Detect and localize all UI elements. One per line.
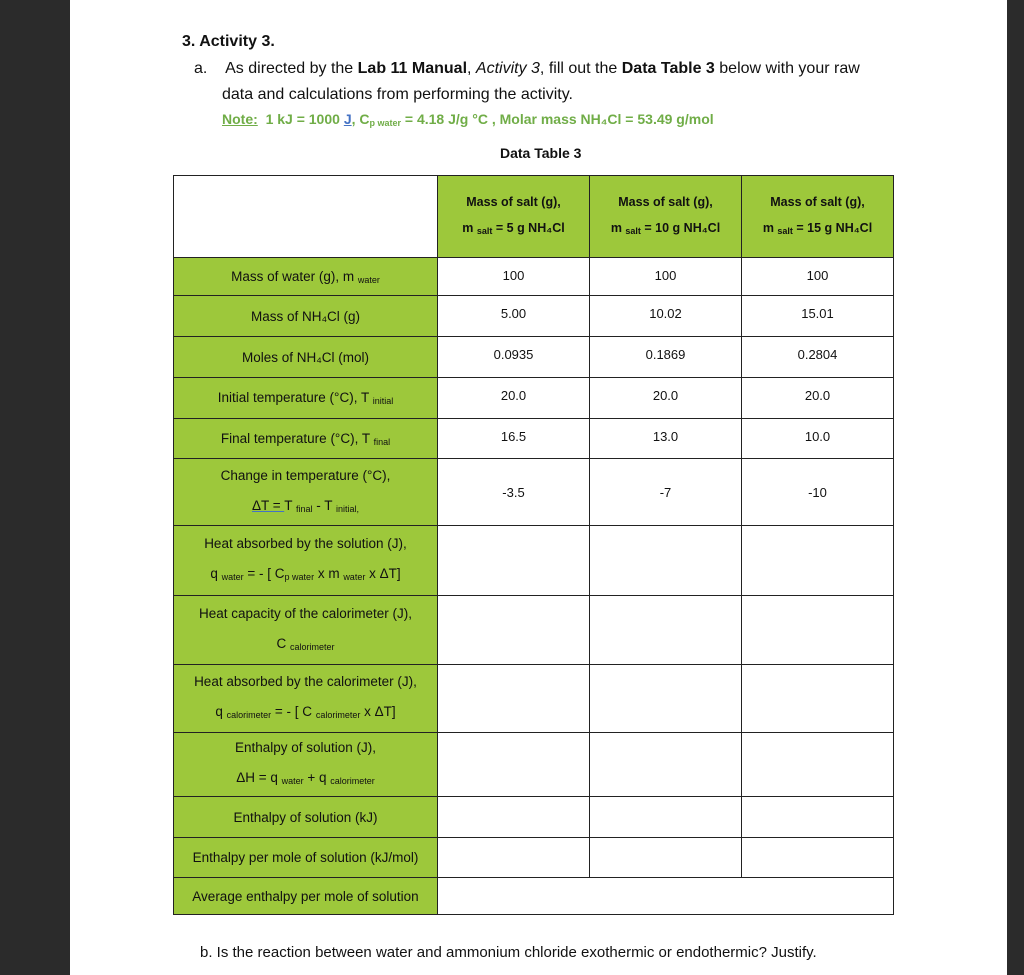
value-cell[interactable]: -3.5	[438, 459, 590, 526]
formula-text: = - [ C	[271, 704, 316, 719]
section-heading: 3. Activity 3.	[182, 33, 275, 50]
formula-text: = - [ C	[243, 566, 285, 581]
column-header-text: Mass of salt (g),	[618, 195, 713, 209]
row-label-mass-water	[174, 258, 438, 296]
formula-text: x m	[314, 566, 344, 581]
document-page	[70, 0, 1007, 975]
formula-sub: calorimeter	[289, 641, 335, 652]
value-cell[interactable]: -10	[742, 459, 894, 526]
value-cell[interactable]	[590, 596, 742, 665]
formula-sub: water	[281, 776, 304, 786]
formula-sub: calorimeter	[226, 710, 272, 720]
table-row	[174, 596, 894, 665]
value-cell[interactable]: 15.01	[742, 296, 894, 337]
column-header-sub: salt	[777, 226, 793, 236]
row-label-text: Enthalpy of solution (J),	[234, 740, 377, 755]
row-label-enthalpy-kj: Enthalpy of solution (kJ)	[174, 797, 438, 838]
column-header-text: Mass of salt (g),	[770, 195, 865, 209]
formula-sub: calorimeter	[330, 776, 375, 786]
value-cell[interactable]	[590, 665, 742, 733]
row-label-moles: Moles of NH₄Cl (mol)	[174, 337, 438, 378]
column-header-text: Mass of salt (g),	[466, 195, 561, 209]
column-header-sub	[590, 215, 741, 244]
value-cell[interactable]: 0.1869	[590, 337, 742, 378]
average-value-cell[interactable]	[438, 878, 894, 915]
note-text: 1 kJ = 1000	[265, 111, 344, 127]
value-cell[interactable]	[742, 838, 894, 878]
value-cell[interactable]	[438, 838, 590, 878]
value-cell[interactable]	[742, 526, 894, 596]
formula-sub: water	[343, 572, 366, 582]
table-row	[174, 459, 894, 526]
formula-sub: final	[295, 503, 313, 514]
value-cell[interactable]: 100	[742, 258, 894, 296]
value-cell[interactable]	[438, 526, 590, 596]
value-cell[interactable]: 5.00	[438, 296, 590, 337]
value-cell[interactable]: 20.0	[438, 378, 590, 419]
formula-text: ΔT	[252, 497, 270, 513]
row-label-text: Heat capacity of the calorimeter (J),	[198, 605, 413, 621]
row-label-text: Heat absorbed by the calorimeter (J),	[194, 674, 417, 689]
column-header-text: = 5 g NH₄Cl	[492, 221, 565, 235]
table-row	[174, 797, 894, 838]
value-cell[interactable]	[742, 797, 894, 838]
note-unit-j: J	[343, 111, 352, 127]
column-header-sub	[742, 215, 893, 244]
list-marker: a.	[194, 60, 208, 77]
instruction-line-1	[194, 60, 860, 78]
manual-name: Lab 11 Manual	[357, 60, 468, 77]
row-label-sub: water	[357, 274, 380, 285]
value-cell[interactable]: 100	[438, 258, 590, 296]
row-label-text: Final temperature (°C), T	[220, 430, 374, 446]
table-row	[174, 337, 894, 378]
row-label-t-final	[174, 419, 438, 459]
note-text: C	[355, 111, 370, 127]
value-cell[interactable]	[742, 733, 894, 797]
row-label-t-initial	[174, 378, 438, 419]
formula-sub: p water	[284, 572, 315, 582]
value-cell[interactable]	[438, 596, 590, 665]
row-label-delta-t	[174, 459, 438, 526]
row-label-enthalpy-j	[174, 733, 438, 797]
formula-sub: water	[221, 572, 244, 582]
row-label-formula	[174, 763, 437, 796]
value-cell[interactable]: -7	[590, 459, 742, 526]
instruction-text: below with your raw	[714, 60, 860, 77]
row-label-average-enthalpy: Average enthalpy per mole of solution	[174, 878, 438, 915]
formula-sub: calorimeter	[315, 710, 361, 720]
value-cell[interactable]	[590, 733, 742, 797]
table-row	[174, 526, 894, 596]
header-row	[174, 176, 894, 258]
value-cell[interactable]: 0.0935	[438, 337, 590, 378]
row-label-text: Initial temperature (°C), T	[217, 390, 373, 405]
table-row	[174, 258, 894, 296]
column-header-text: = 10 g NH₄Cl	[640, 221, 721, 235]
row-label-formula	[174, 697, 437, 730]
formula-text: x ΔT]	[360, 704, 396, 719]
question-b: b. Is the reaction between water and ammonium chloride exothermic or endothermic? Justify.	[200, 944, 817, 961]
column-header-sub: salt	[476, 226, 493, 236]
value-cell[interactable]: 20.0	[742, 378, 894, 419]
table-title: Data Table 3	[500, 145, 582, 161]
row-label-text: Mass of water (g), m	[231, 268, 358, 284]
empty-corner-cell	[174, 176, 438, 258]
table-row	[174, 419, 894, 459]
row-label-formula	[174, 559, 437, 592]
formula-text: T	[284, 497, 296, 513]
row-label-c-calorimeter	[174, 596, 438, 665]
table-row	[174, 378, 894, 419]
column-header-text: m	[462, 221, 474, 235]
note-sub: p water	[369, 118, 402, 128]
column-header-text: m	[610, 221, 622, 235]
instruction-text: , fill out the	[539, 60, 622, 77]
value-cell[interactable]	[742, 665, 894, 733]
value-cell[interactable]: 100	[590, 258, 742, 296]
value-cell[interactable]: 10.0	[742, 419, 894, 459]
table-row	[174, 665, 894, 733]
formula-sub: initial,	[335, 503, 359, 514]
column-header-3	[742, 176, 894, 258]
row-label-formula	[174, 629, 437, 662]
note-label: Note:	[222, 111, 258, 127]
data-table-3	[173, 175, 894, 915]
instruction-line-2: data and calculations from performing the activity.	[222, 86, 573, 103]
row-label-sub: initial	[372, 396, 394, 406]
value-cell[interactable]: 13.0	[590, 419, 742, 459]
column-header-text: = 15 g NH₄Cl	[792, 221, 873, 235]
formula-text: + q	[303, 770, 331, 785]
value-cell[interactable]: 16.5	[438, 419, 590, 459]
table-row	[174, 296, 894, 337]
activity-name: Activity 3	[475, 60, 540, 77]
column-header-sub: salt	[625, 226, 641, 236]
formula-text: ΔH = q	[236, 770, 282, 785]
row-label-sub: final	[373, 436, 391, 447]
value-cell[interactable]	[438, 733, 590, 797]
formula-text: - T	[312, 497, 336, 513]
note-line	[222, 111, 714, 128]
note-text: ,	[351, 111, 356, 127]
value-cell[interactable]	[590, 797, 742, 838]
table-reference: Data Table 3	[621, 60, 715, 77]
row-label-enthalpy-per-mol: Enthalpy per mole of solution (kJ/mol)	[174, 838, 438, 878]
formula-text: =	[269, 497, 285, 513]
row-label-formula	[174, 491, 437, 524]
value-cell[interactable]	[590, 838, 742, 878]
table-row	[174, 878, 894, 915]
formula-text: x ΔT]	[365, 566, 401, 581]
value-cell[interactable]: 10.02	[590, 296, 742, 337]
column-header-text: m	[762, 221, 774, 235]
value-cell[interactable]	[590, 526, 742, 596]
value-cell[interactable]	[438, 797, 590, 838]
row-label-text: Heat absorbed by the solution (J),	[204, 536, 407, 551]
table-row	[174, 838, 894, 878]
note-text: = 4.18 J/g °C , Molar mass NH₄Cl = 53.49 g/mol	[401, 111, 714, 127]
row-label-mass-salt: Mass of NH₄Cl (g)	[174, 296, 438, 337]
value-cell[interactable]	[438, 665, 590, 733]
table-row	[174, 733, 894, 797]
row-label-q-water	[174, 526, 438, 596]
column-header-sub	[438, 215, 589, 244]
row-label-text: Change in temperature (°C),	[220, 467, 391, 483]
column-header-1	[438, 176, 590, 258]
formula-text: q	[210, 566, 222, 581]
value-cell[interactable]: 20.0	[590, 378, 742, 419]
row-label-q-calorimeter	[174, 665, 438, 733]
value-cell[interactable]	[742, 596, 894, 665]
value-cell[interactable]: 0.2804	[742, 337, 894, 378]
column-header-2	[590, 176, 742, 258]
formula-text: q	[215, 704, 227, 719]
formula-text: C	[276, 635, 290, 651]
instruction-text: ,	[467, 60, 476, 77]
instruction-text: As directed by the	[225, 60, 358, 77]
